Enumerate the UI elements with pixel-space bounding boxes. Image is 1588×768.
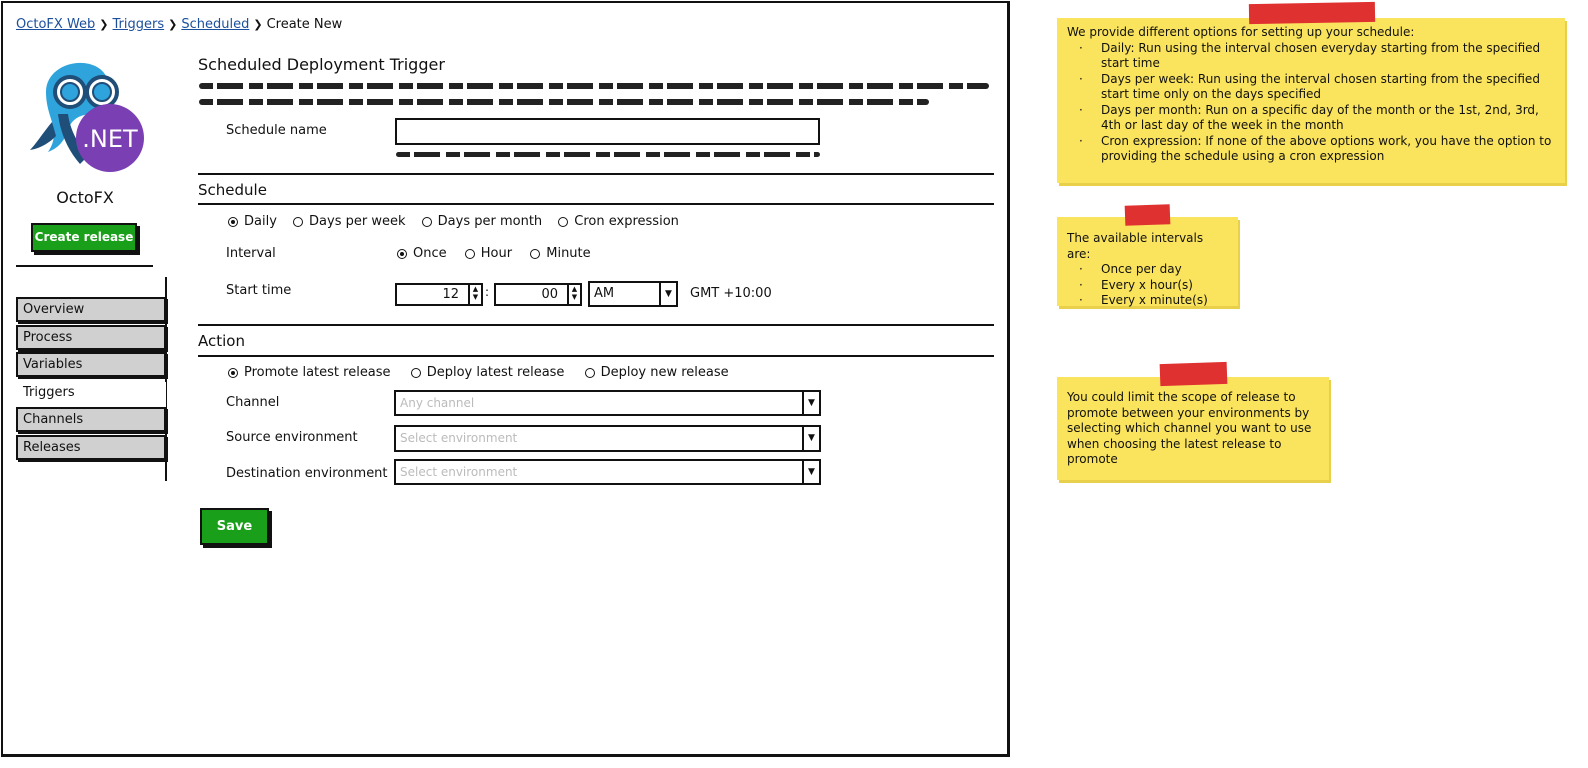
list-item: · Once per day (1091, 262, 1228, 278)
action-section-title: Action (198, 332, 245, 350)
sticky-note-intro: We provide different options for setting up your schedule: (1067, 25, 1415, 39)
breadcrumb-link-scheduled[interactable]: Scheduled (181, 17, 250, 32)
breadcrumb (16, 17, 342, 32)
sticky-note-list (1067, 262, 1228, 309)
radio-unselected-icon (558, 217, 568, 227)
source-environment-select[interactable] (394, 425, 821, 452)
sidebar-divider (16, 265, 153, 267)
sidebar-item-variables[interactable]: Variables (16, 352, 166, 377)
stepper-arrows-icon[interactable]: ▲ ▼ (567, 285, 580, 304)
create-release-button[interactable]: Create release (31, 223, 137, 252)
radio-deploy-new-release[interactable]: Deploy new release (585, 365, 729, 380)
app-name: OctoFX (56, 188, 114, 207)
radio-unselected-icon (530, 249, 540, 259)
start-hour-value: 12 (442, 287, 459, 302)
schedule-name-input[interactable] (395, 118, 820, 145)
list-item: · Days per month: Run on a specific day of the month or the 1st, 2nd, 3rd, 4th or last day of the week in the month (1091, 103, 1555, 134)
section-divider (198, 203, 994, 205)
radio-unselected-icon (411, 368, 421, 378)
list-item: · Every x minute(s) (1091, 293, 1228, 309)
sidebar-item-overview[interactable]: Overview (16, 297, 166, 322)
source-environment-label: Source environment (226, 430, 358, 445)
sticky-note-intervals (1057, 217, 1238, 306)
destination-environment-placeholder: Select environment (400, 465, 518, 479)
start-minute-stepper[interactable] (494, 283, 582, 306)
timezone-label: GMT +10:00 (690, 286, 772, 301)
start-minute-value: 00 (541, 287, 558, 302)
destination-environment-label: Destination environment (226, 466, 388, 481)
sticky-note-text: You could limit the scope of release to promote between your environments by selecting which channel you want to use when choosing the latest release to promote (1067, 390, 1312, 466)
chevron-right-icon: ❯ (253, 18, 263, 31)
channel-placeholder: Any channel (400, 396, 475, 410)
save-button[interactable]: Save (200, 508, 269, 545)
list-item: · Daily: Run using the interval chosen everyday starting from the specified start time (1091, 41, 1555, 72)
action-radio-group (228, 365, 729, 382)
interval-radio-group (397, 246, 591, 263)
radio-days-per-week[interactable]: Days per week (293, 214, 405, 229)
chevron-down-icon[interactable]: ▼ (802, 392, 819, 414)
channel-label: Channel (226, 395, 280, 410)
description-scribble-line-2 (199, 99, 929, 105)
chevron-down-icon[interactable]: ▼ (802, 461, 819, 483)
radio-days-per-month[interactable]: Days per month (422, 214, 543, 229)
sticky-note-list (1067, 41, 1555, 165)
radio-unselected-icon (293, 217, 303, 227)
channel-select[interactable] (394, 390, 821, 416)
radio-selected-icon (397, 249, 407, 259)
destination-environment-select[interactable] (394, 459, 821, 485)
list-item: · Cron expression: If none of the above options work, you have the option to providing the schedule using a cron expression (1091, 134, 1555, 165)
tape-decoration (1249, 2, 1375, 24)
section-divider (198, 355, 994, 357)
sidebar-item-releases[interactable]: Releases (16, 435, 166, 460)
schedule-name-help-scribble (396, 152, 820, 157)
app-logo (28, 52, 148, 174)
stepper-arrows-icon[interactable]: ▲ ▼ (468, 285, 481, 304)
start-hour-stepper[interactable] (395, 283, 483, 306)
sidebar-item-process[interactable]: Process (16, 325, 166, 350)
ampm-value: AM (594, 286, 615, 301)
chevron-down-icon[interactable]: ▼ (659, 283, 676, 305)
tape-decoration (1160, 362, 1228, 386)
tape-decoration (1125, 204, 1171, 226)
radio-selected-icon (228, 217, 238, 227)
sticky-note-schedule-options (1057, 18, 1565, 183)
section-divider (198, 324, 994, 326)
ampm-select[interactable] (588, 281, 678, 307)
radio-promote-latest-release[interactable]: Promote latest release (228, 365, 391, 380)
description-scribble-line-1 (199, 83, 989, 89)
octofx-dotnet-logo-icon (28, 52, 148, 174)
radio-interval-hour[interactable]: Hour (465, 246, 512, 261)
interval-label: Interval (226, 246, 276, 261)
breadcrumb-current: Create New (266, 17, 343, 32)
radio-deploy-latest-release[interactable]: Deploy latest release (411, 365, 565, 380)
sidebar-item-channels[interactable]: Channels (16, 407, 166, 432)
source-environment-placeholder: Select environment (400, 431, 518, 445)
schedule-name-label: Schedule name (226, 123, 327, 138)
schedule-type-radio-group (228, 214, 679, 231)
list-item: · Every x hour(s) (1091, 278, 1228, 294)
start-time-label: Start time (226, 283, 292, 298)
breadcrumb-link-octofx-web[interactable]: OctoFX Web (16, 17, 96, 32)
radio-interval-once[interactable]: Once (397, 246, 447, 261)
time-separator: : (485, 285, 490, 299)
radio-daily[interactable]: Daily (228, 214, 277, 229)
chevron-right-icon: ❯ (168, 18, 178, 31)
svg-text:.NET: .NET (82, 125, 138, 153)
radio-unselected-icon (465, 249, 475, 259)
radio-unselected-icon (422, 217, 432, 227)
chevron-right-icon: ❯ (99, 18, 109, 31)
sidebar-item-triggers[interactable]: Triggers (16, 382, 166, 407)
section-divider (198, 173, 994, 175)
radio-cron-expression[interactable]: Cron expression (558, 214, 679, 229)
page-title: Scheduled Deployment Trigger (198, 55, 445, 74)
chevron-down-icon[interactable]: ▼ (802, 427, 819, 450)
radio-interval-minute[interactable]: Minute (530, 246, 590, 261)
list-item: · Days per week: Run using the interval chosen starting from the specified start time only on the days specified (1091, 72, 1555, 103)
breadcrumb-link-triggers[interactable]: Triggers (112, 17, 165, 32)
sticky-note-intro: The available intervals are: (1067, 231, 1204, 261)
radio-unselected-icon (585, 368, 595, 378)
sticky-note-channel (1057, 377, 1329, 480)
radio-selected-icon (228, 368, 238, 378)
schedule-section-title: Schedule (198, 181, 267, 199)
